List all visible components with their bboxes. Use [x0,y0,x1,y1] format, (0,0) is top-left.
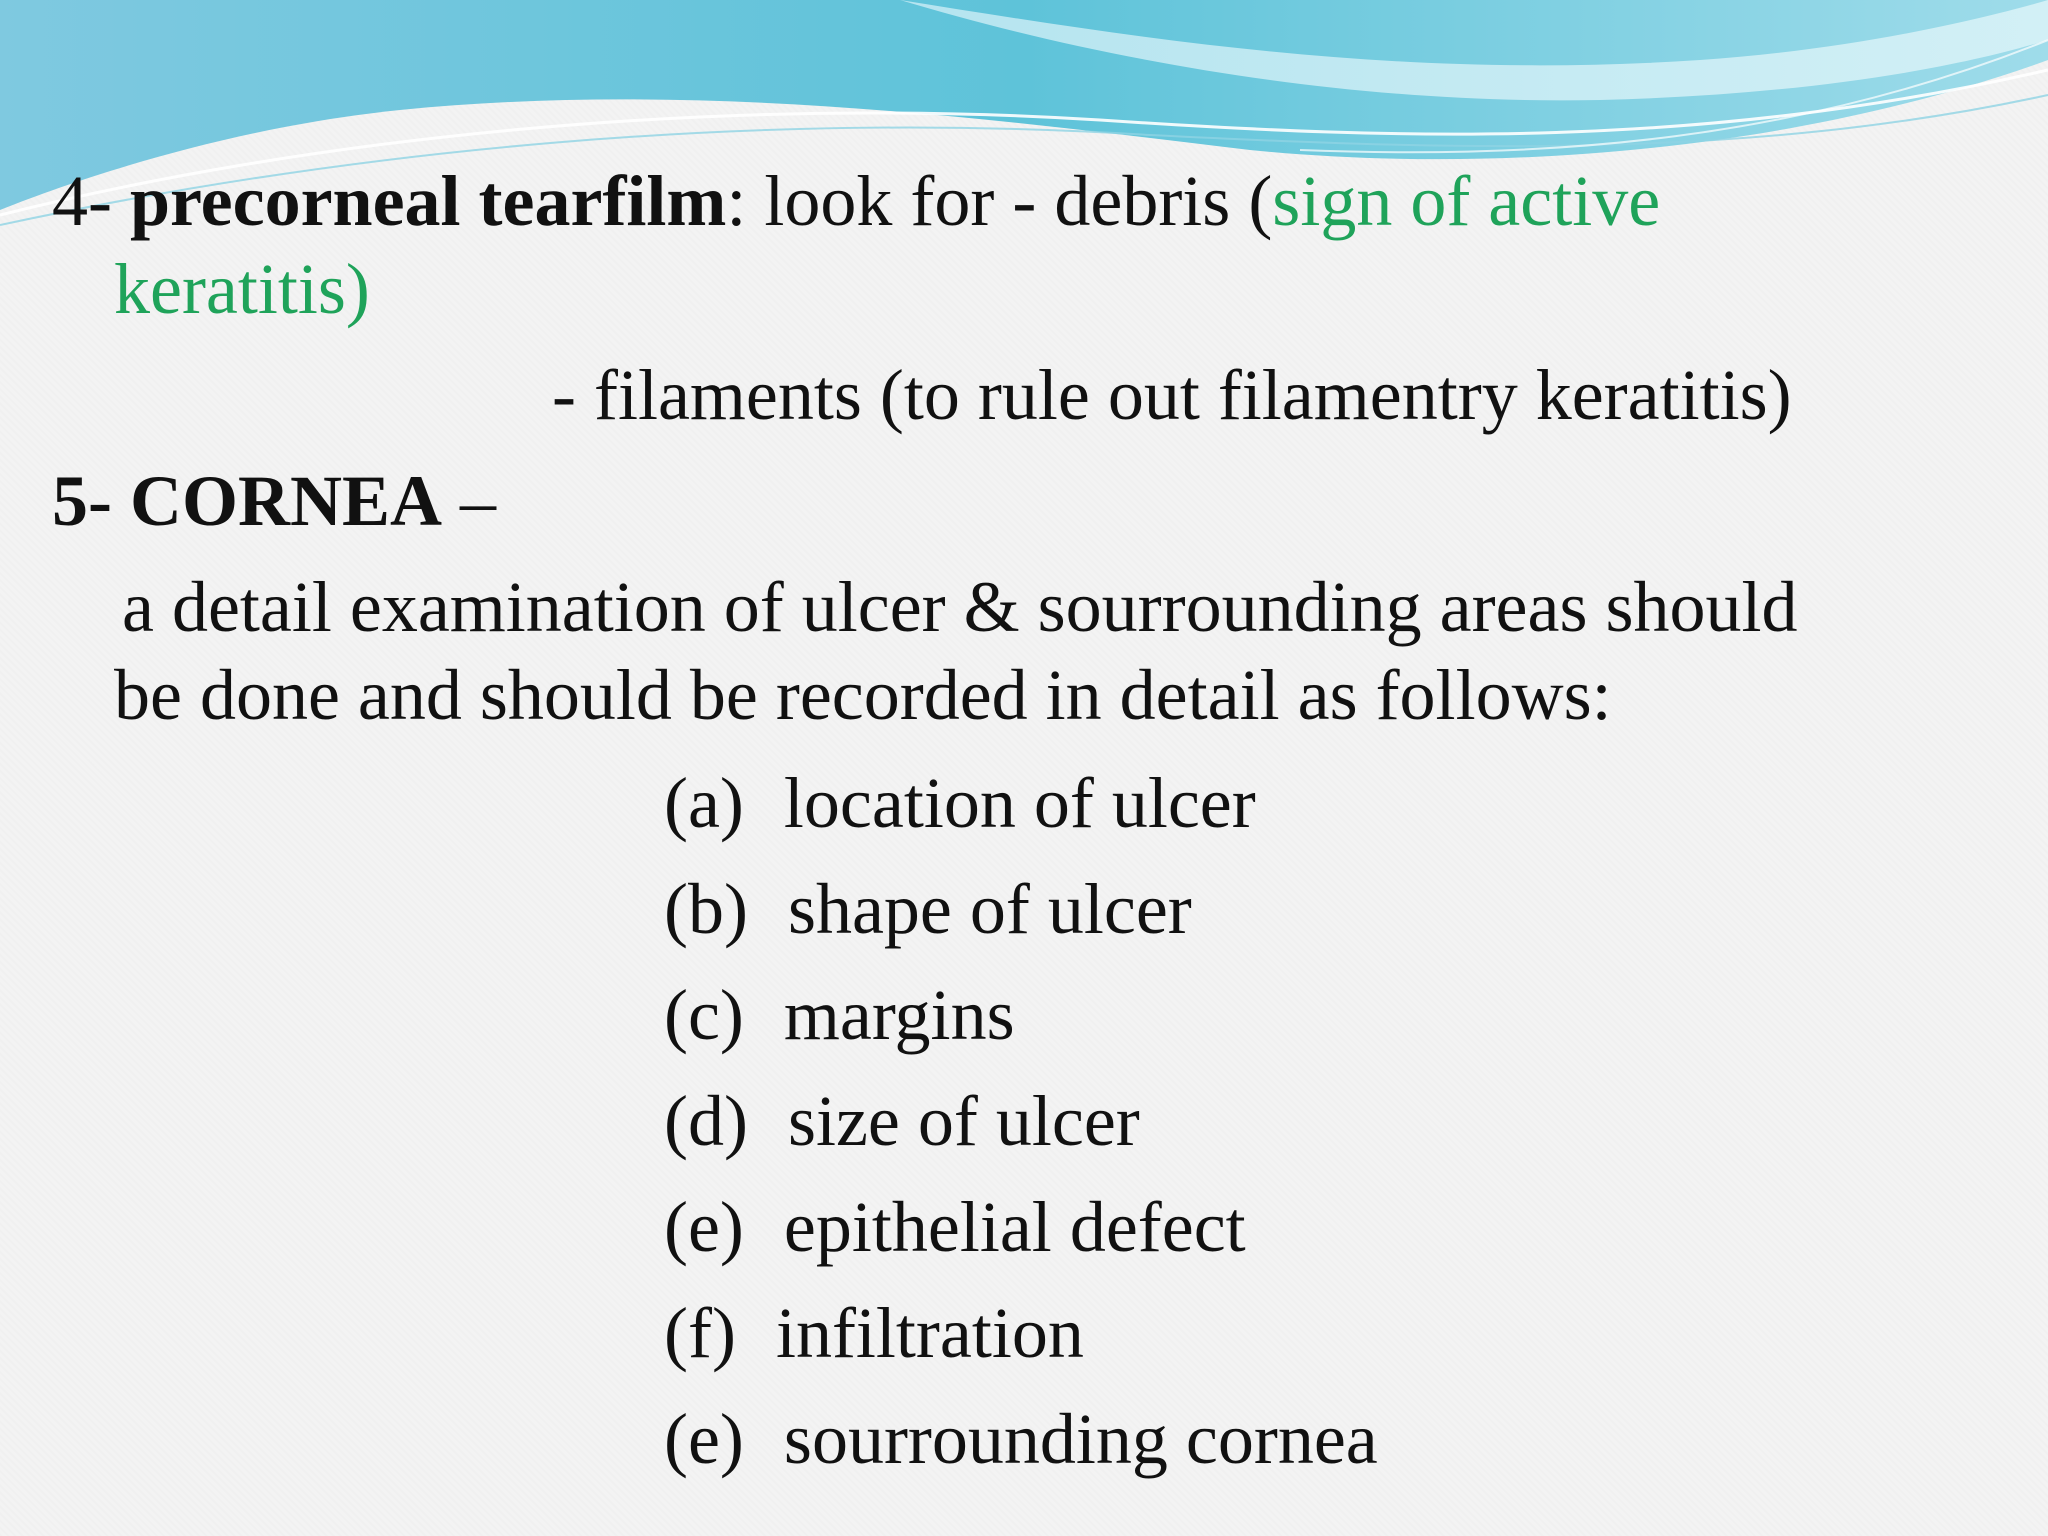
list-item-text: infiltration [775,1293,1084,1373]
list-item [664,972,1015,1058]
list-item-label: (c) [664,975,744,1055]
cornea-paragraph-line-1: a detail examination of ulcer & sourrounding areas should [122,567,1798,647]
list-item [664,1184,1246,1270]
list-item [664,866,1192,952]
list-item-text: location of ulcer [783,763,1256,843]
list-item-text: sourrounding cornea [783,1399,1378,1479]
tearfilm-heading: precorneal tearfilm [129,161,727,241]
cornea-dash: – [442,461,496,541]
tearfilm-green-text: sign of active [1272,161,1661,241]
tearfilm-lead: : look for - debris ( [726,161,1273,241]
list-item-label: (b) [664,869,748,949]
list-item [664,1396,1378,1482]
list-item-label: (d) [664,1081,748,1161]
list-item-text: shape of ulcer [787,869,1192,949]
list-item-label: (f) [664,1293,736,1373]
tearfilm-filaments: - filaments (to rule out filamentry keratitis) [552,355,1792,435]
list-item-text: margins [783,975,1015,1055]
cornea-heading-line [52,458,496,544]
list-item-text: epithelial defect [783,1187,1246,1267]
cornea-heading: 5- CORNEA [52,461,442,541]
tearfilm-green-continuation: keratitis) [114,249,370,329]
list-item-label: (a) [664,763,744,843]
list-item [664,1078,1140,1164]
cornea-paragraph-line-2: be done and should be recorded in detail as follows: [114,655,1612,735]
list-item [664,760,1256,846]
list-item-label: (e) [664,1187,744,1267]
list-item-label: (e) [664,1399,744,1479]
list-item-text: size of ulcer [787,1081,1140,1161]
tearfilm-number: 4- [52,161,130,241]
list-item [664,1290,1084,1376]
tearfilm-line [52,158,1660,244]
